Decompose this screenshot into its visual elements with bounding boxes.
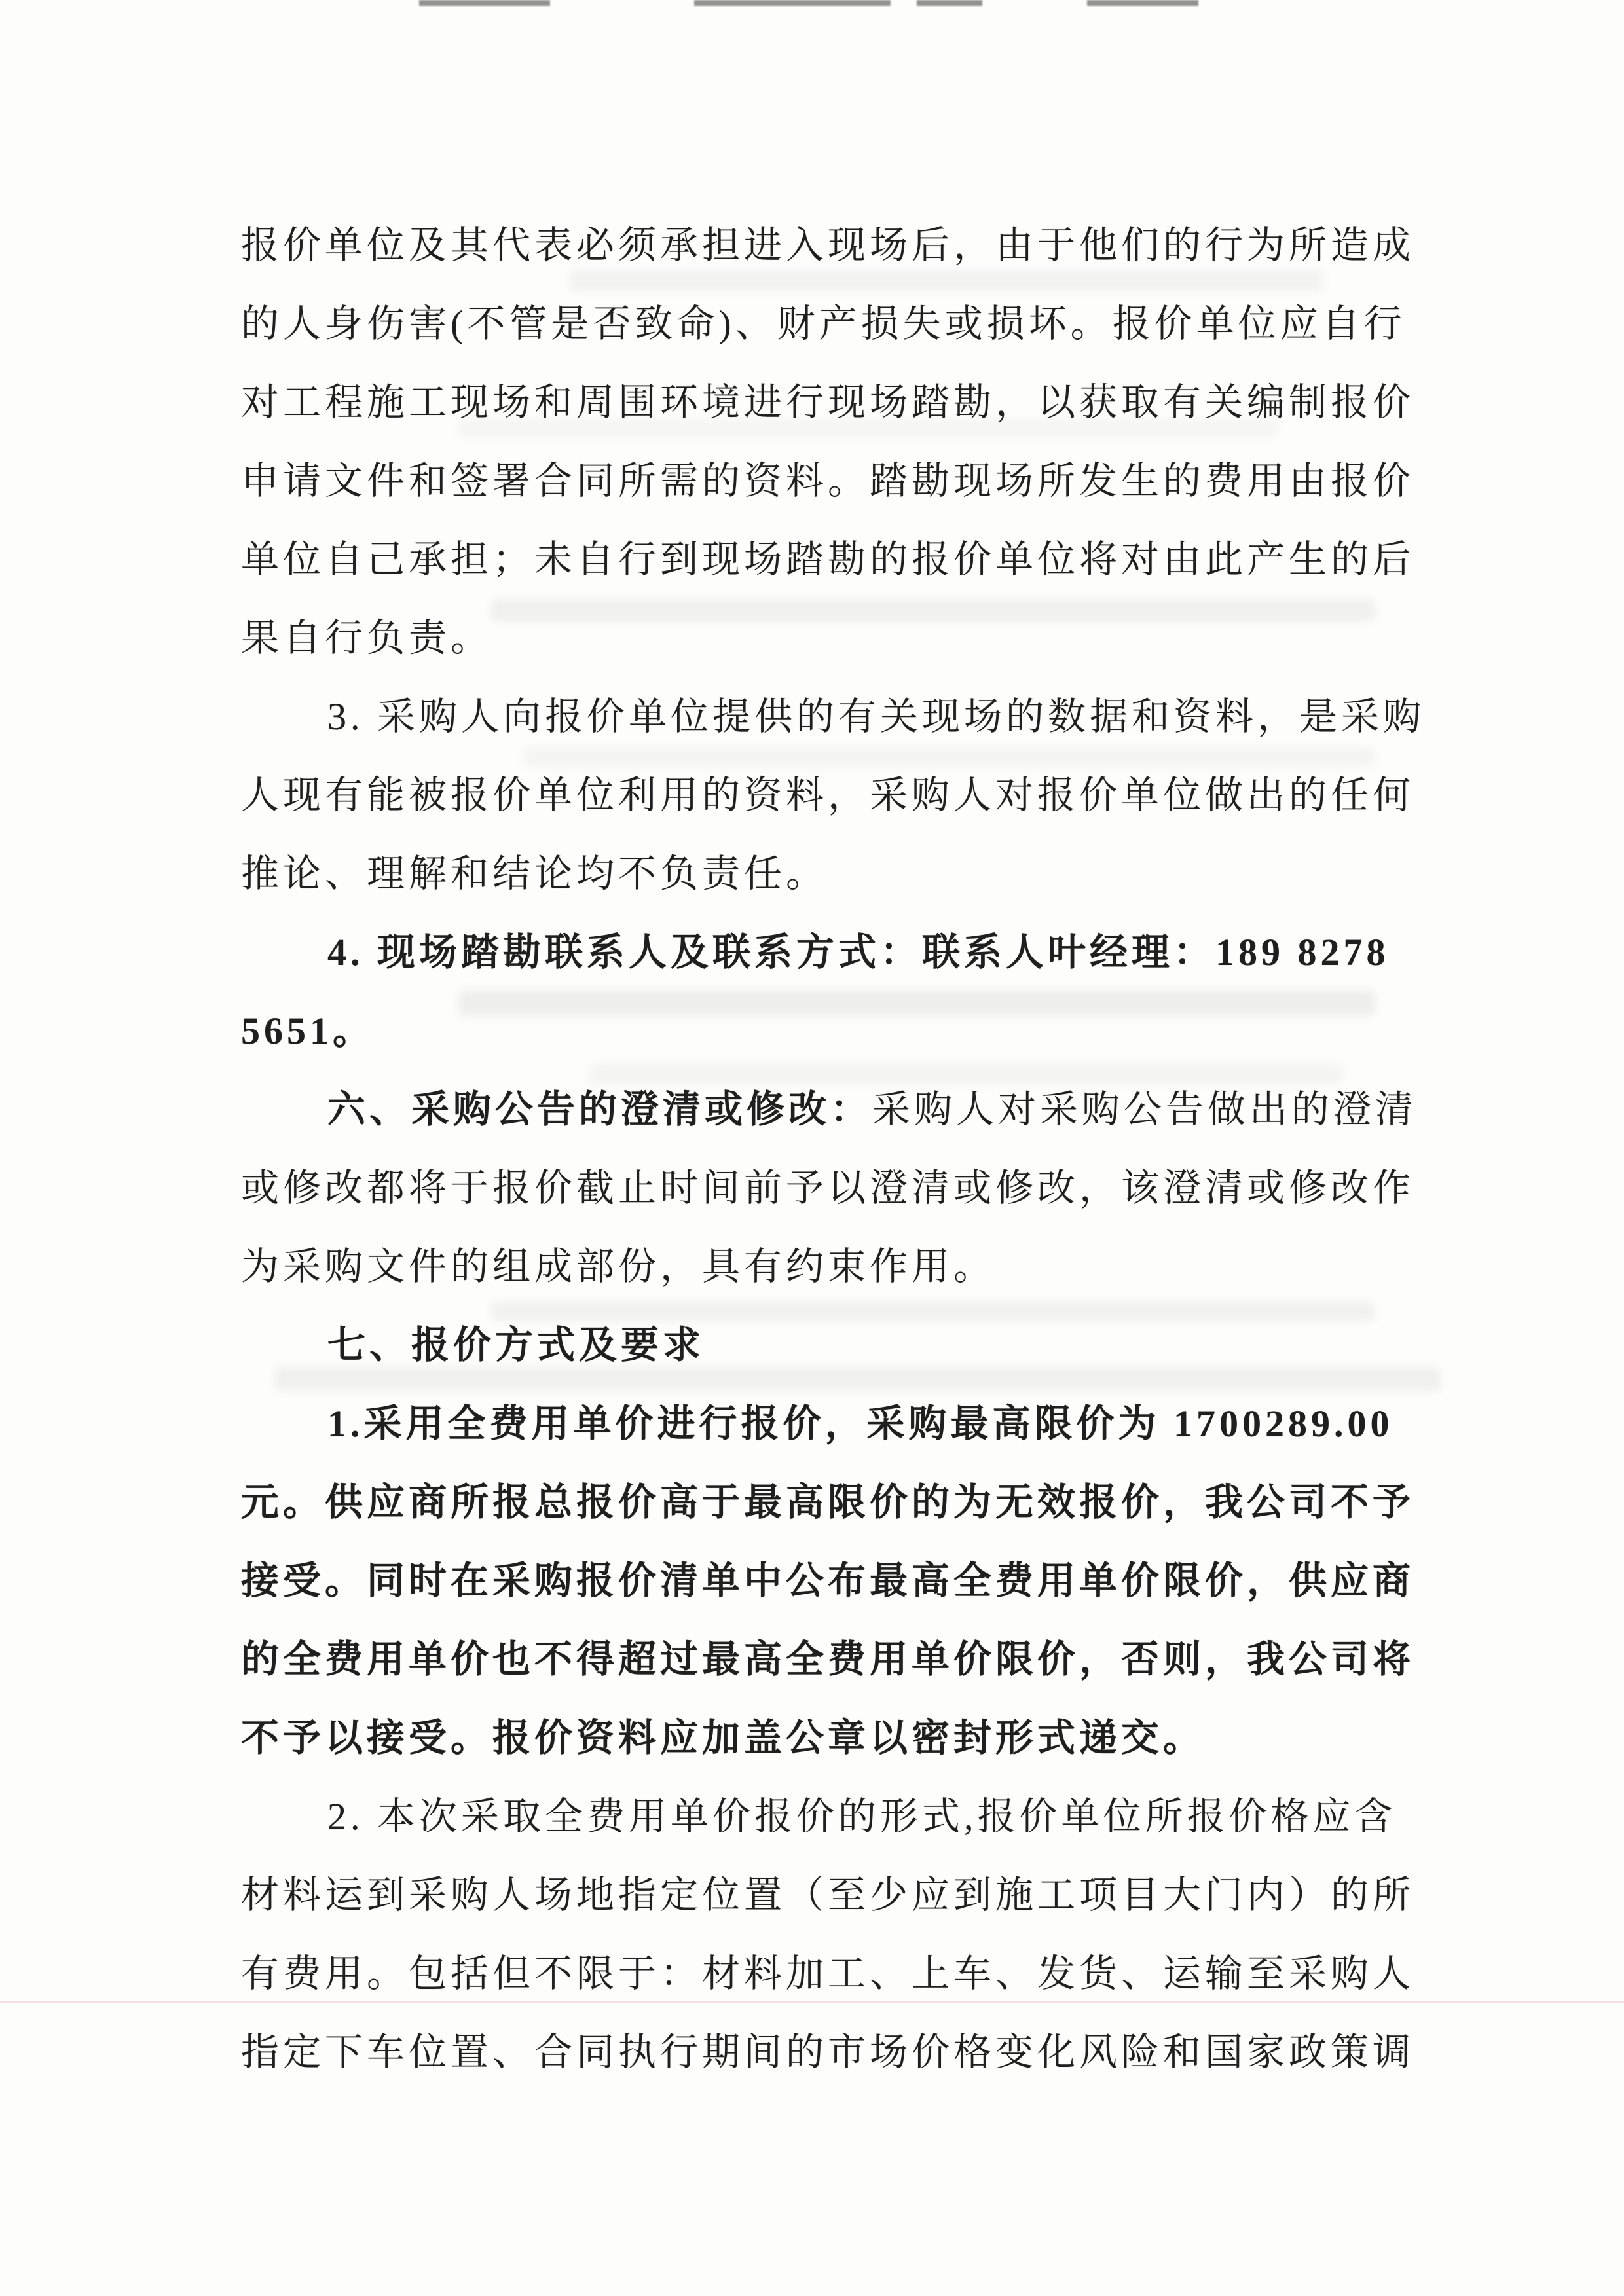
text-line-15 (241, 1306, 1426, 1385)
text-line-1 (241, 206, 1426, 285)
text-segment: 或修改都将于报价截止时间前予以澄清或修改，该澄清或修改作 (241, 1167, 1415, 1209)
bold-text-segment: 4. 现场踏勘联系人及联系方式：联系人叶经理：189 8278 (327, 931, 1390, 974)
text-segment: 为采购文件的组成部份，具有约束作用。 (241, 1245, 996, 1288)
text-line-22 (241, 1856, 1426, 1935)
text-line-10 (241, 913, 1426, 992)
bold-text-segment: 不予以接受。报价资料应加盖公章以密封形式递交。 (241, 1717, 1206, 1759)
bold-text-segment: 七、报价方式及要求 (327, 1324, 705, 1366)
bold-text-segment: 1.采用全费用单价进行报价，采购最高限价为 1700289.00 (327, 1402, 1393, 1445)
text-segment: 3. 采购人向报价单位提供的有关现场的数据和资料，是采购 (327, 695, 1426, 738)
text-segment: 申请文件和签署合同所需的资料。踏勘现场所发生的费用由报价 (241, 460, 1415, 502)
scan-edge-mark (694, 0, 891, 6)
bold-text-segment: 5651。 (241, 1010, 375, 1052)
text-segment: 2. 本次采取全费用单价报价的形式,报价单位所报价格应含 (327, 1795, 1397, 1838)
text-line-12 (241, 1070, 1426, 1149)
text-segment: 果自行负责。 (241, 617, 493, 659)
text-line-16 (241, 1385, 1426, 1463)
text-segment: 有费用。包括但不限于：材料加工、上车、发货、运输至采购人 (241, 1952, 1415, 1995)
text-line-19 (241, 1620, 1426, 1699)
text-line-3 (241, 363, 1426, 442)
scan-edge-mark (1087, 0, 1198, 6)
bold-text-segment: 接受。同时在采购报价清单中公布最高全费用单价限价，供应商 (241, 1559, 1415, 1602)
text-line-23 (241, 1935, 1426, 2013)
text-segment: 指定下车位置、合同执行期间的市场价格变化风险和国家政策调 (241, 2031, 1415, 2073)
text-segment: 材料运到采购人场地指定位置（至少应到施工项目大门内）的所 (241, 1874, 1415, 1916)
text-segment: 采购人对采购公告做出的澄清 (872, 1088, 1418, 1131)
text-line-5 (241, 520, 1426, 599)
text-line-7 (241, 678, 1426, 756)
text-line-4 (241, 442, 1426, 520)
document-body (241, 206, 1426, 2092)
text-segment: 推论、理解和结论均不负责任。 (241, 852, 828, 895)
text-line-11 (241, 992, 1426, 1070)
text-line-8 (241, 756, 1426, 835)
text-line-17 (241, 1463, 1426, 1542)
text-segment: 人现有能被报价单位利用的资料，采购人对报价单位做出的任何 (241, 774, 1415, 816)
text-line-2 (241, 285, 1426, 363)
text-line-21 (241, 1777, 1426, 1856)
text-segment: 报价单位及其代表必须承担进入现场后，由于他们的行为所造成 (241, 224, 1415, 266)
text-line-13 (241, 1149, 1426, 1228)
text-line-14 (241, 1228, 1426, 1306)
scan-edge-mark (917, 0, 982, 6)
text-line-6 (241, 599, 1426, 678)
bold-text-segment: 六、采购公告的澄清或修改： (327, 1088, 873, 1131)
scan-edge-mark (419, 0, 550, 6)
bold-text-segment: 的全费用单价也不得超过最高全费用单价限价，否则，我公司将 (241, 1638, 1415, 1681)
text-segment: 对工程施工现场和周围环境进行现场踏勘，以获取有关编制报价 (241, 381, 1415, 424)
text-line-18 (241, 1542, 1426, 1620)
text-line-24 (241, 2013, 1426, 2092)
text-segment: 单位自己承担；未自行到现场踏勘的报价单位将对由此产生的后 (241, 538, 1415, 581)
text-segment: 的人身伤害(不管是否致命)、财产损失或损坏。报价单位应自行 (241, 302, 1406, 345)
text-line-9 (241, 835, 1426, 913)
text-line-20 (241, 1699, 1426, 1777)
bold-text-segment: 元。供应商所报总报价高于最高限价的为无效报价，我公司不予 (241, 1481, 1415, 1523)
